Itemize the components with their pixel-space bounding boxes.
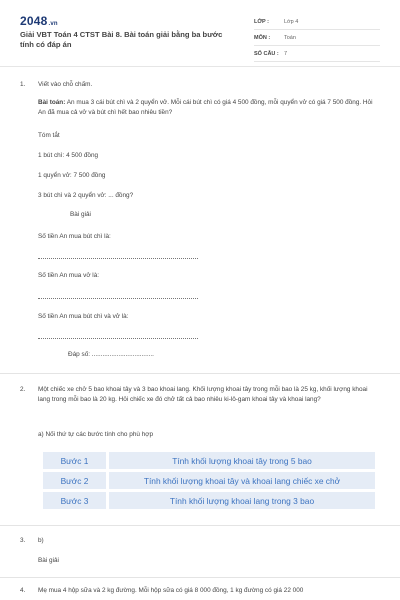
meta-value: 7 <box>284 50 288 57</box>
step-cell[interactable]: Bước 2 <box>43 472 106 489</box>
summary-line: 3 bút chì và 2 quyển vở: ... đồng? <box>38 192 134 199</box>
description-cell[interactable]: Tính khối lượng khoai tây trong 5 bao <box>109 452 375 469</box>
logo-text: 2048 <box>20 14 48 28</box>
answer-blank[interactable] <box>38 338 198 339</box>
meta-row-subject <box>254 30 380 46</box>
logo-suffix: .vn <box>48 21 58 27</box>
summary-line: 1 quyển vở: 7 500 đồng <box>38 172 106 179</box>
question-4 <box>20 586 380 596</box>
answer-blank[interactable] <box>38 258 198 259</box>
meta-info <box>254 14 380 62</box>
summary-title: Tóm tắt <box>38 132 60 139</box>
meta-row-class <box>254 14 380 30</box>
meta-label: LỚP : <box>254 18 269 25</box>
question-1 <box>20 80 380 90</box>
question-subpart: b) <box>38 537 44 544</box>
question-text: Một chiếc xe chở 5 bao khoai tây và 3 bao khoai lang. Khối lượng khoai tây trong mỗi bao là 25 kg, khối lượng khoai lang trong mỗi bao là 20 kg. Hỏi chiếc xe đó chở tất cả bao nhiêu ki-lô-gam khoai tây và khoai lang? <box>38 386 368 403</box>
solution-title: Bài giải <box>38 557 59 564</box>
table-row <box>43 452 375 469</box>
question-number: 2. <box>20 386 26 393</box>
site-logo[interactable] <box>20 14 58 28</box>
problem-statement <box>20 98 380 118</box>
question-3 <box>20 536 380 546</box>
problem-label: Bài toán: <box>38 99 66 106</box>
question-text: Mẹ mua 4 hộp sữa và 2 kg đường. Mỗi hộp sữa có giá 8 000 đồng, 1 kg đường có giá 22 000 <box>38 587 304 594</box>
answer-blank[interactable] <box>38 298 198 299</box>
table-row <box>43 472 375 489</box>
problem-text: An mua 3 cái bút chì và 2 quyển vở. Mỗi cái bút chì có giá 4 500 đồng, mỗi quyển vở có giá 7 500 đồng. Hỏi An đã mua cả vở và bút chì hết bao nhiêu tiền? <box>38 99 373 116</box>
question-number: 1. <box>20 81 26 88</box>
summary-line: 1 bút chì: 4 500 đồng <box>38 152 99 159</box>
meta-value: Toán <box>284 34 296 41</box>
meta-label: MÔN : <box>254 34 271 41</box>
page-header <box>0 0 400 67</box>
meta-label: SỐ CÂU : <box>254 50 279 57</box>
question-instruction: Viết vào chỗ chấm. <box>38 81 93 88</box>
step-cell[interactable]: Bước 1 <box>43 452 106 469</box>
page-title: Giải VBT Toán 4 CTST Bài 8. Bài toán giải bằng ba bước tính có đáp án <box>20 30 223 49</box>
solution-title: Bài giải <box>70 211 91 218</box>
question-2 <box>20 385 380 405</box>
question-number: 3. <box>20 537 26 544</box>
step-cell[interactable]: Bước 3 <box>43 492 106 509</box>
description-cell[interactable]: Tính khối lượng khoai lang trong 3 bao <box>109 492 375 509</box>
matching-table <box>43 452 375 512</box>
description-cell[interactable]: Tính khối lượng khoai tây và khoai lang chiếc xe chở <box>109 472 375 489</box>
section-divider <box>0 525 400 526</box>
section-divider <box>0 577 400 578</box>
table-row <box>43 492 375 509</box>
question-number: 4. <box>20 587 26 594</box>
question-subpart: a) Nối thứ tự các bước tính cho phù hợp <box>38 431 154 438</box>
solution-step: Số tiền An mua bút chì là: <box>38 233 111 240</box>
section-divider <box>0 373 400 374</box>
meta-value: Lớp 4 <box>284 18 299 25</box>
final-answer: Đáp số: ................................... <box>68 351 154 358</box>
meta-row-count <box>254 46 380 62</box>
solution-step: Số tiền An mua bút chì và vở là: <box>38 313 129 320</box>
solution-step: Số tiền An mua vở là: <box>38 272 100 279</box>
